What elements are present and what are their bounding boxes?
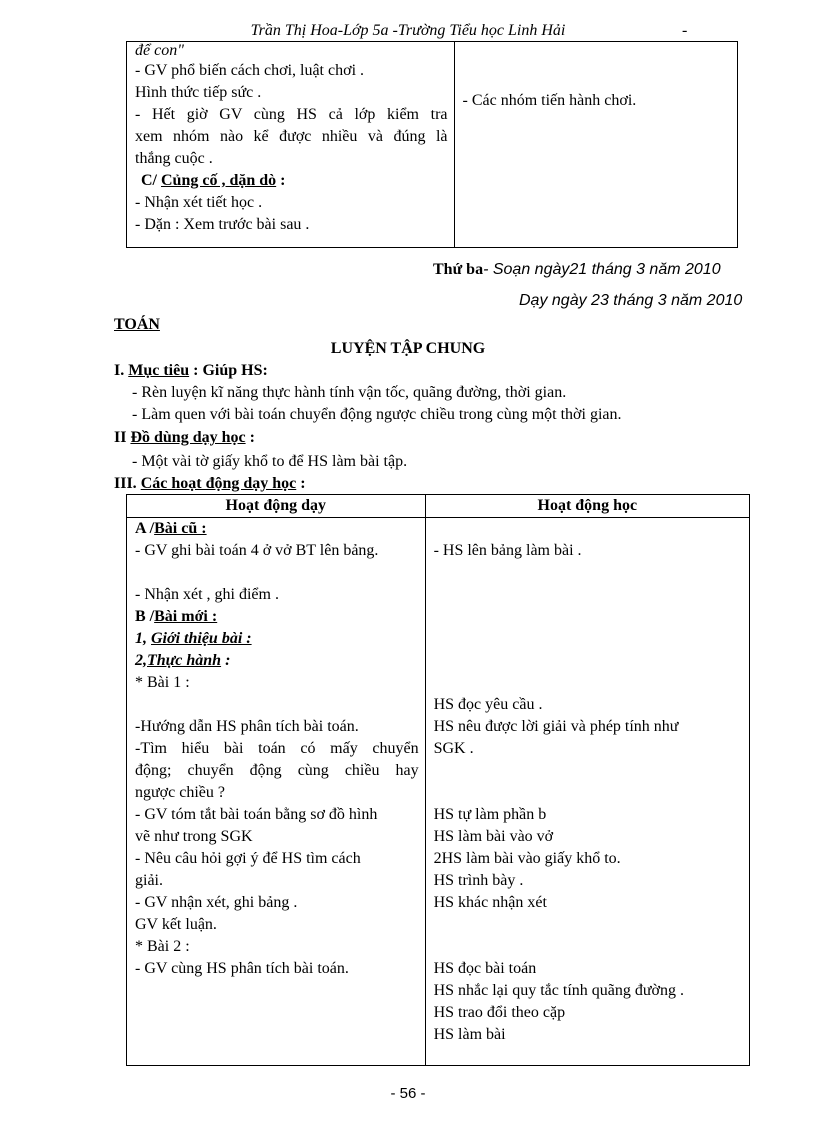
objectives-heading: I. Mục tiêu : Giúp HS: bbox=[114, 362, 268, 379]
col-header-student: Hoạt động học bbox=[425, 495, 749, 518]
top-left-line-7: - Nhận xét tiết học . bbox=[135, 194, 263, 211]
teacher-line-6a: - Nêu câu hỏi gợi ý để HS tìm cách bbox=[135, 850, 361, 867]
top-table-right-cell bbox=[454, 42, 737, 248]
teacher-line-7: - GV nhận xét, ghi bảng . bbox=[135, 894, 298, 911]
teacher-line-5a: - GV tóm tắt bài toán bằng sơ đồ hình bbox=[135, 806, 378, 823]
teacher-line-6b: giải. bbox=[135, 872, 163, 889]
page-header: Trần Thị Hoa-Lớp 5a -Trường Tiểu học Linh Hải bbox=[250, 22, 566, 39]
teacher-line-3: -Hướng dẫn HS phân tích bài toán. bbox=[135, 718, 359, 735]
top-right-line: - Các nhóm tiến hành chơi. bbox=[462, 92, 637, 109]
exercise-2-label: * Bài 2 : bbox=[135, 938, 190, 955]
section-a-heading: A /Bài cũ : bbox=[135, 520, 207, 537]
top-left-line-1: để con" bbox=[135, 42, 184, 59]
top-left-line-2: - GV phổ biến cách chơi, luật chơi . bbox=[135, 62, 365, 79]
teacher-line-5b: vẽ như trong SGK bbox=[135, 828, 253, 845]
prepared-date: Thứ ba- Soạn ngày21 tháng 3 năm 2010 bbox=[433, 261, 721, 278]
top-left-line-8: - Dặn : Xem trước bài sau . bbox=[135, 216, 310, 233]
teacher-column bbox=[127, 518, 426, 1066]
activities-table bbox=[126, 494, 750, 1066]
sub-heading-intro: 1, Giới thiệu bài : bbox=[135, 630, 252, 647]
blank-line bbox=[426, 914, 749, 958]
sub-heading-practice: 2,Thực hành : bbox=[135, 652, 231, 669]
exercise-1-label: * Bài 1 : bbox=[135, 674, 190, 691]
teacher-line-4b: động; chuyển động cùng chiều hay bbox=[135, 762, 419, 779]
student-line-10: HS nhắc lại quy tắc tính quãng đường . bbox=[433, 982, 684, 999]
student-column bbox=[425, 518, 749, 1066]
student-line-5: HS làm bài vào vở bbox=[433, 828, 554, 845]
teacher-line-4a: -Tìm hiểu bài toán có mấy chuyển bbox=[135, 740, 419, 757]
teacher-line-2: - Nhận xét , ghi điểm . bbox=[135, 586, 279, 603]
blank-line bbox=[127, 694, 425, 716]
student-line-3a: HS nêu được lời giải và phép tính như bbox=[433, 718, 679, 735]
teacher-line-8: GV kết luận. bbox=[135, 916, 217, 933]
lesson-title: LUYỆN TẬP CHUNG bbox=[330, 340, 486, 357]
student-line-12: HS làm bài bbox=[433, 1026, 506, 1043]
section-c-heading: C/ Củng cố , dặn dò : bbox=[141, 172, 286, 189]
blank-line bbox=[426, 518, 749, 540]
student-line-2: HS đọc yêu cầu . bbox=[433, 696, 543, 713]
student-line-3b: SGK . bbox=[433, 740, 474, 757]
materials-heading: II Đồ dùng dạy học : bbox=[114, 429, 255, 446]
student-line-6: 2HS làm bài vào giấy khổ to. bbox=[433, 850, 621, 867]
blank-line bbox=[127, 562, 425, 584]
subject-heading: TOÁN bbox=[114, 316, 160, 333]
blank-line bbox=[426, 760, 749, 804]
top-left-line-3: Hình thức tiếp sức . bbox=[135, 84, 262, 101]
materials-item-1: - Một vài tờ giấy khổ to để HS làm bài tập. bbox=[132, 453, 408, 470]
objective-item-2: - Làm quen với bài toán chuyển động ngược chiều trong cùng một thời gian. bbox=[132, 406, 622, 423]
teacher-line-4c: ngược chiều ? bbox=[135, 784, 225, 801]
student-line-7: HS trình bày . bbox=[433, 872, 524, 889]
top-table-left-cell bbox=[127, 42, 455, 248]
header-dash: - bbox=[682, 22, 688, 39]
objective-item-1: - Rèn luyện kĩ năng thực hành tính vận tốc, quãng đường, thời gian. bbox=[132, 384, 567, 401]
activities-heading: III. Các hoạt động dạy học : bbox=[114, 475, 306, 492]
page-number: - 56 - bbox=[390, 1085, 426, 1102]
student-line-4: HS tự làm phần b bbox=[433, 806, 547, 823]
col-header-teacher: Hoạt động dạy bbox=[127, 495, 426, 518]
teaching-date: Dạy ngày 23 tháng 3 năm 2010 bbox=[519, 292, 743, 309]
teacher-line-9: - GV cùng HS phân tích bài toán. bbox=[135, 960, 349, 977]
section-b-heading: B /Bài mới : bbox=[135, 608, 218, 625]
blank-line bbox=[426, 562, 749, 694]
top-left-line-4: - Hết giờ GV cùng HS cả lớp kiểm tra bbox=[135, 106, 448, 123]
teacher-line-1: - GV ghi bài toán 4 ở vở BT lên bảng. bbox=[135, 542, 379, 559]
top-activity-table bbox=[126, 41, 738, 248]
student-line-11: HS trao đổi theo cặp bbox=[433, 1004, 566, 1021]
student-line-8: HS khác nhận xét bbox=[433, 894, 547, 911]
top-left-line-6: thắng cuộc . bbox=[135, 150, 213, 167]
student-line-9: HS đọc bài toán bbox=[433, 960, 537, 977]
top-left-line-5: xem nhóm nào kể được nhiều và đúng là bbox=[135, 128, 448, 145]
student-line-1: - HS lên bảng làm bài . bbox=[433, 542, 582, 559]
